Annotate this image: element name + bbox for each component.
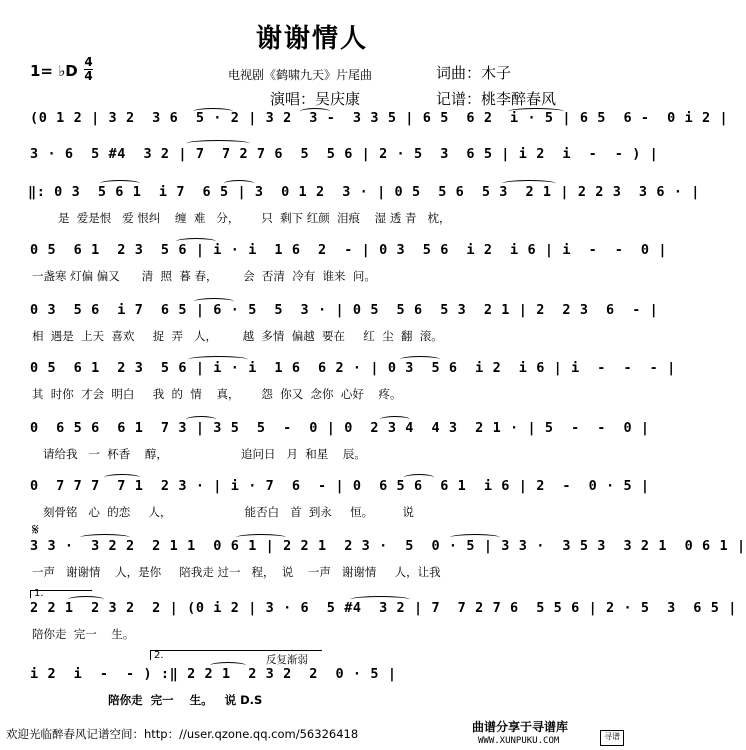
notation-line: i 2 i - - ) :‖ 2 2 1 2 3 2 2 0 · 5 | [30, 666, 397, 682]
score-row-8 [0, 478, 650, 519]
lyrics-line: 一声 谢谢情 人，是你 陪我走 过一 程， 说 一声 谢谢情 人，让我 [32, 565, 441, 579]
watermark-tag: 寻谱 [600, 730, 624, 746]
footer-credit: 欢迎光临醉春风记谱空间：http：//user.qzone.qq.com/56326418 [6, 727, 359, 741]
notation-line: 0 6 5 6 6 1 7 3 | 3 5 5 - 0 | 0 2 3 4 4 3 2 1 · | 5 - - 0 | [30, 420, 650, 436]
second-ending-bracket [150, 650, 322, 651]
slur [300, 108, 330, 115]
lyrics-line: 其 时你 才会 明白 我 的 情 真， 怨 你又 念你 心好 疼。 [32, 387, 402, 401]
transcriber: 记谱：桃李醉春风 [436, 90, 557, 108]
time-numerator: 4 [84, 55, 93, 69]
lyrics-line: 一盏寒 灯偏 偏又 清 照 暮 春， 会 否清 冷有 谁来 问。 [32, 269, 376, 283]
lyrics-line: 刻骨铭 心 的恋 人， 能否白 首 到永 恒。 说 [32, 505, 414, 519]
notation-line: 3 · 6 5 #4 3 2 | 7 7 2 7 6 5 5 6 | 2 · 5 3 6 5 | i 2 i - - ) | [30, 146, 659, 162]
time-signature [84, 56, 93, 82]
lyrics-line: 陪你走 完一 生。 [32, 627, 135, 641]
slur [68, 596, 104, 603]
slur [193, 108, 233, 115]
lyrics-line: 相 遇是 上天 喜欢 捉 弄 人， 越 多情 偏越 要在 红 尘 翻 滚。 [32, 329, 443, 343]
score-row-7 [0, 420, 650, 461]
song-subtitle: 电视剧《鹤啸九天》片尾曲 [228, 68, 373, 82]
segno-sign: 𝄋 [32, 520, 39, 539]
notation-line: 0 7 7 7 7 1 2 3 · | i · 7 6 - | 0 6 5 6 6 1 i 6 | 2 - 0 · 5 | [30, 478, 650, 494]
slur [186, 416, 216, 423]
lyrics-line: 请给我 一 杯香 醇， 追问日 月 和星 辰。 [32, 447, 366, 461]
time-denominator: 4 [84, 69, 93, 83]
lyrics-line: 是 爱是恨 爱 恨纠 缠 难 分， 只 剩下 红颜 泪痕 湿 透 青 枕， [58, 211, 451, 225]
slur [236, 534, 286, 541]
score-row-6 [0, 360, 676, 401]
score-row-10 [0, 600, 737, 641]
slur [104, 474, 140, 481]
slur [80, 534, 130, 541]
slur [186, 140, 250, 147]
slur [508, 108, 564, 115]
score-row-3 [0, 184, 701, 225]
slur [176, 238, 216, 245]
slur [350, 596, 410, 603]
second-ending-bracket-edge [150, 650, 151, 660]
score-row-4 [0, 242, 668, 283]
slur [400, 356, 440, 363]
watermark-text: 曲谱分享于寻谱库 [472, 720, 569, 734]
slur [224, 180, 254, 187]
notation-line: 3 3 · 3 2 2 2 1 1 0 6 1 | 2 2 1 2 3 · 5 0 · 5 | 3 3 · 3 5 3 3 2 1 0 6 1 | [30, 538, 746, 554]
slur [188, 356, 248, 363]
decrescendo-annotation: 反复渐弱 [266, 654, 308, 666]
lyricist-composer: 词曲：木子 [436, 64, 512, 82]
score-row-9 [0, 538, 746, 579]
notation-line: ‖: 0 3 5 6 1 i 7 6 5 | 3 0 1 2 3 · | 0 5 5 6 5 3 2 1 | 2 2 3 3 6 · | [28, 184, 701, 200]
key-signature: 1= ♭D [30, 62, 78, 80]
score-row-2 [0, 146, 659, 172]
slur [194, 298, 234, 305]
slur [380, 416, 410, 423]
slur [450, 534, 500, 541]
slur [210, 662, 246, 669]
singer: 演唱：吴庆康 [270, 90, 361, 108]
notation-line: 2 2 1 2 3 2 2 | (0 i 2 | 3 · 6 5 #4 3 2 | 7 7 2 7 6 5 5 6 | 2 · 5 3 6 5 | [30, 600, 737, 616]
lyrics-line: 陪你走 完一 生。 说 D.S [32, 693, 263, 707]
first-ending-label: 1. [34, 588, 44, 599]
notation-line: (0 1 2 | 3 2 3 6 5 · 2 | 3 2 3 - 3 3 5 | 6 5 6 2 i · 5 | 6 5 6 - 0 i 2 | [30, 110, 729, 126]
notation-line: 0 5 6 1 2 3 5 6 | i · i 1 6 2 - | 0 3 5 6 i 2 i 6 | i - - 0 | [30, 242, 668, 258]
slur [100, 180, 140, 187]
score-row-1 [0, 110, 729, 136]
slur [502, 180, 556, 187]
slur [404, 474, 434, 481]
notation-line: 0 3 5 6 i 7 6 5 | 6 · 5 5 3 · | 0 5 5 6 5 3 2 1 | 2 2 3 6 - | [30, 302, 659, 318]
second-ending-label: 2. [154, 650, 164, 661]
score-row-5 [0, 302, 659, 343]
song-title: 谢谢情人 [255, 24, 368, 54]
watermark-url: WWW.XUNPUKU.COM [478, 736, 560, 746]
score-row-11 [0, 666, 624, 707]
first-ending-bracket-edge [30, 590, 31, 598]
notation-line: 0 5 6 1 2 3 5 6 | i · i 1 6 6 2 · | 0 3 5 6 i 2 i 6 | i - - - | [30, 360, 676, 376]
